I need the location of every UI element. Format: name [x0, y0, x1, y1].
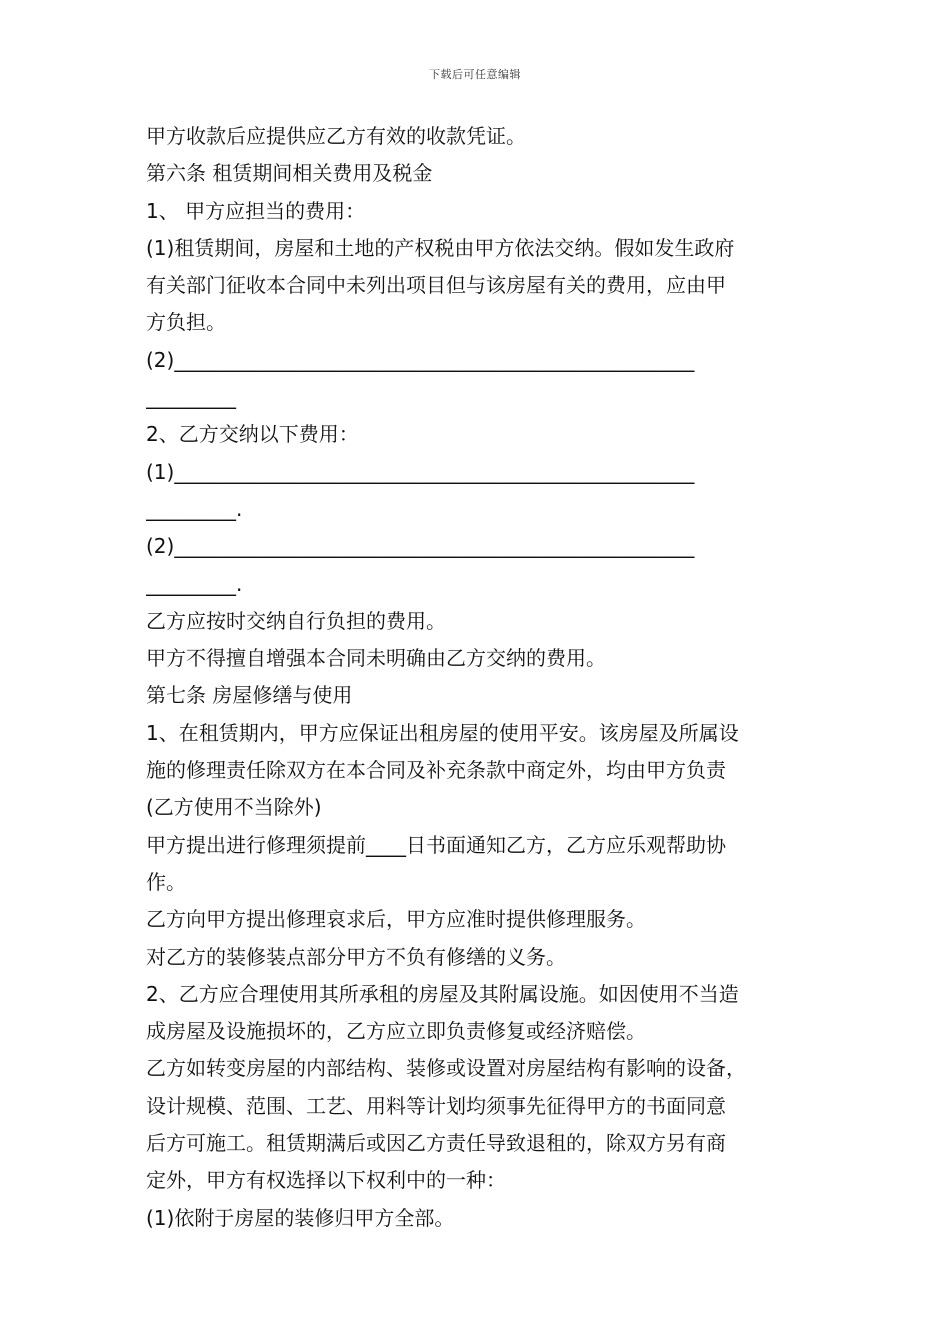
paragraph-line: 后方可施工。租赁期满后或因乙方责任导致退租的，除双方另有商	[146, 1131, 726, 1156]
paragraph-line: 1、 甲方应担当的费用：	[146, 198, 366, 223]
paragraph-line: 作。	[146, 869, 186, 894]
paragraph-line: 设计规模、范围、工艺、用料等计划均须事先征得甲方的书面同意	[146, 1093, 726, 1118]
blank-fill-line: _________.	[146, 496, 243, 521]
paragraph-line: 有关部门征收本合同中未列出项目但与该房屋有关的费用，应由甲	[146, 273, 726, 298]
blank-fill-line: (2)____________________________________________________	[146, 347, 695, 372]
document-body	[146, 118, 810, 1237]
paragraph-line: 方负担。	[146, 310, 226, 335]
blank-fill-line: (1)____________________________________________________	[146, 459, 695, 484]
paragraph-line: 甲方不得擅自增强本合同未明确由乙方交纳的费用。	[146, 646, 606, 671]
section-heading: 第六条 租赁期间相关费用及税金	[146, 161, 433, 186]
paragraph-line: 乙方如转变房屋的内部结构、装修或设置对房屋结构有影响的设备，	[146, 1056, 746, 1081]
paragraph-line: 甲方提出进行修理须提前____日书面通知乙方，乙方应乐观帮助协	[146, 832, 726, 857]
paragraph-line: 甲方收款后应提供应乙方有效的收款凭证。	[146, 124, 526, 148]
blank-fill-line: _________	[146, 385, 236, 410]
page-header: 下载后可任意编辑	[429, 68, 521, 81]
paragraph-line: 2、乙方交纳以下费用：	[146, 422, 359, 447]
paragraph-line: 乙方应按时交纳自行负担的费用。	[146, 608, 446, 633]
paragraph-line: 定外，甲方有权选择以下权利中的一种：	[146, 1168, 506, 1193]
paragraph-line: 施的修理责任除双方在本合同及补充条款中商定外，均由甲方负责	[146, 758, 726, 783]
paragraph-line: (乙方使用不当除外)	[146, 795, 322, 820]
blank-fill-line: (2)____________________________________________________	[146, 534, 695, 559]
paragraph-line: 乙方向甲方提出修理哀求后，甲方应准时提供修理服务。	[146, 907, 646, 932]
paragraph-line: (1)依附于房屋的装修归甲方全部。	[146, 1205, 455, 1230]
paragraph-line: 对乙方的装修装点部分甲方不负有修缮的义务。	[146, 944, 566, 969]
paragraph-line: (1)租赁期间，房屋和土地的产权税由甲方依法交纳。假如发生政府	[146, 235, 735, 260]
paragraph-line: 成房屋及设施损坏的，乙方应立即负责修复或经济赔偿。	[146, 1019, 646, 1044]
paragraph-line: 2、乙方应合理使用其所承租的房屋及其附属设施。如因使用不当造	[146, 981, 739, 1006]
section-heading: 第七条 房屋修缮与使用	[146, 683, 353, 708]
blank-fill-line: _________.	[146, 571, 243, 596]
paragraph-line: 1、在租赁期内，甲方应保证出租房屋的使用平安。该房屋及所属设	[146, 720, 739, 745]
